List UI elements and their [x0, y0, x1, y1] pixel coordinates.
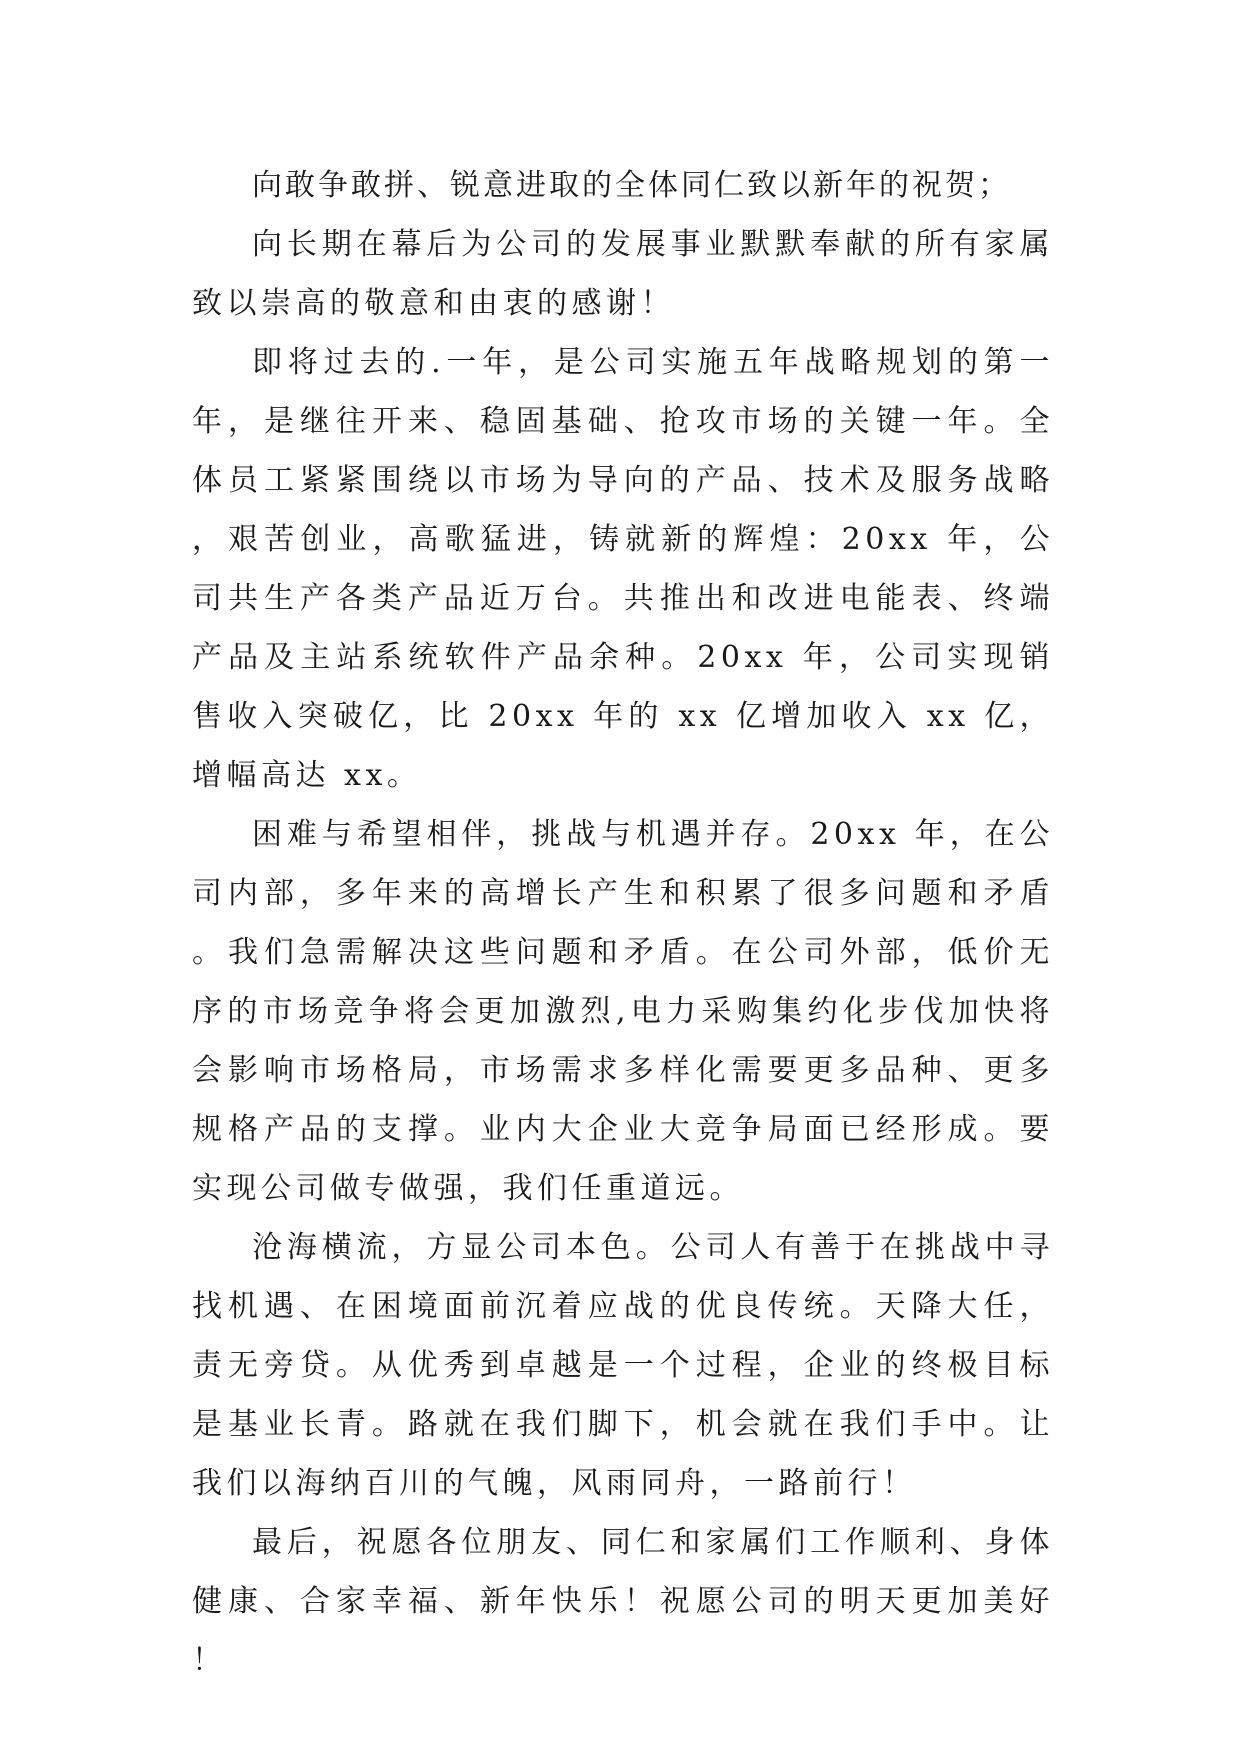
paragraph-year-review: 即将过去的.一年，是公司实施五年战略规划的第一年，是继往开来、稳固基础、抢攻市场的关键一年。全体员工紧紧围绕以市场为导向的产品、技术及服务战略，艰苦创业，高歌猛进，铸就新的辉煌：20xx 年，公司共生产各类产品近万台。共推出和改进电能表、终端产品及主站系统软件产品余种。20xx 年，公司实现销售收入突破亿，比 20xx 年的 xx 亿增加收入 xx 亿，增幅高达 xx。 — [192, 345, 1054, 793]
paragraph-greeting-families: 向长期在幕后为公司的发展事业默默奉献的所有家属致以崇高的敬意和由衷的感谢！ — [192, 227, 1054, 321]
paragraph-challenges: 困难与希望相伴，挑战与机遇并存。20xx 年，在公司内部，多年来的高增长产生和积累了很多问题和矛盾。我们急需解决这些问题和矛盾。在公司外部，低价无序的市场竞争将会更加激烈,电力采购集约化步伐加快将会影响市场格局，市场需求多样化需要更多品种、更多规格产品的支撑。业内大企业大竞争局面已经形成。要实现公司做专做强，我们任重道远。 — [192, 817, 1054, 1206]
paragraph-greeting-colleagues: 向敢争敢拼、锐意进取的全体同仁致以新年的祝贺； — [252, 168, 1011, 203]
paragraph-closing-wishes: 最后，祝愿各位朋友、同仁和家属们工作顺利、身体健康、合家幸福、新年快乐！祝愿公司的明天更加美好！ — [192, 1525, 1054, 1678]
document-body — [192, 156, 1054, 1690]
paragraph-company-spirit: 沧海横流，方显公司本色。公司人有善于在挑战中寻找机遇、在困境面前沉着应战的优良传统。天降大任，责无旁贷。从优秀到卓越是一个过程，企业的终极目标是基业长青。路就在我们脚下，机会就在我们手中。让我们以海纳百川的气魄，风雨同舟，一路前行！ — [192, 1230, 1054, 1501]
